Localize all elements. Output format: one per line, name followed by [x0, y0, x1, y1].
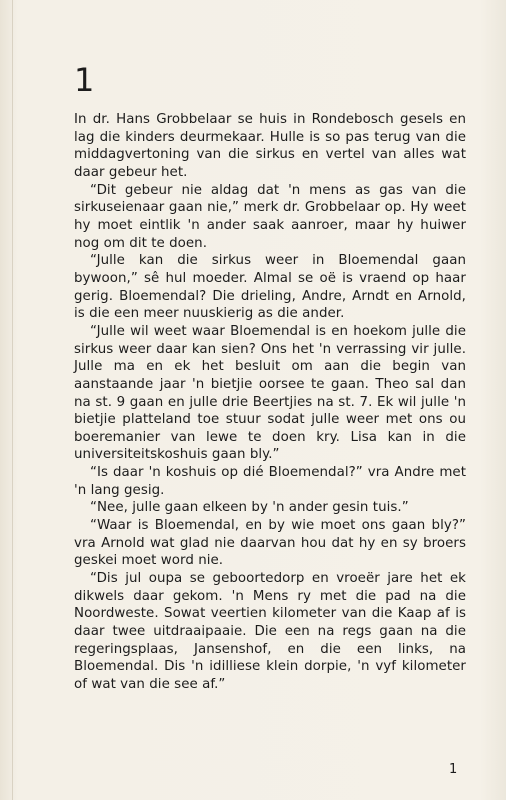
paragraph-3: “Julle kan die sirkus weer in Bloemendal gaan bywoon,” sê hul moeder. Almal se oë is vraend op haar gerig. Bloemendal? Die drieling, Andre, Arndt en Arnold, is die een meer nuuskierig as die ander.	[74, 253, 466, 322]
page-gutter	[12, 0, 13, 800]
paragraph-2: “Dit gebeur nie aldag dat 'n mens as gas van die sirkuseienaar gaan nie,” merk dr. Grobbelaar op. Hy weet hy moet eintlik 'n ander saak aanroer, maar hy huiwer nog om dit te doen.	[74, 182, 466, 251]
chapter-number: 1	[74, 61, 95, 99]
paragraph-5: “Is daar 'n koshuis op dié Bloemendal?” vra Andre met 'n lang gesig.	[74, 465, 466, 498]
paragraph-6: “Nee, julle gaan elkeen by 'n ander gesin tuis.”	[90, 500, 409, 516]
page-number: 1	[449, 762, 458, 777]
paragraph-1: In dr. Hans Grobbelaar se huis in Rondebosch gesels en lag die kinders deurmekaar. Hulle is so pas terug van die middagvertoning van die sirkus en vertel van alles wat daar gebeur het.	[74, 112, 466, 180]
paragraph-7: “Waar is Bloemendal, en by wie moet ons gaan bly?” vra Arnold wat glad nie daarvan hou dat hy en sy broers geskei moet word nie.	[74, 518, 466, 569]
paragraph-4: “Julle wil weet waar Bloemendal is en hoekom julle die sirkus weer daar kan sien? Ons het 'n verrassing vir julle. Julle ma en ek het besluit om aan die begin van aanstaande jaar 'n bietjie oorsee te gaan. Theo sal dan na st. 9 gaan en julle drie Beertjies na st. 7. Ek wil julle 'n bietjie platteland toe stuur sodat julle weer met ons ou boeremanier van lewe te doen kry. Lisa kan in die universiteitskoshuis gaan bly.”	[74, 323, 466, 463]
paragraph-8: “Dis jul oupa se geboortedorp en vroeër jare het ek dikwels daar gekom. 'n Mens ry met die pad na die Noordweste. Sowat veertien kilometer van die Kaap af is daar twee uitdraaipaaie. Die een na regs gaan na die regeringsplaas, Jansenshof, en die een links, na Bloemendal. Dis 'n idilliese klein dorpie, 'n vyf kilometer of wat van die see af.”	[74, 571, 466, 692]
chapter-body	[74, 111, 466, 694]
